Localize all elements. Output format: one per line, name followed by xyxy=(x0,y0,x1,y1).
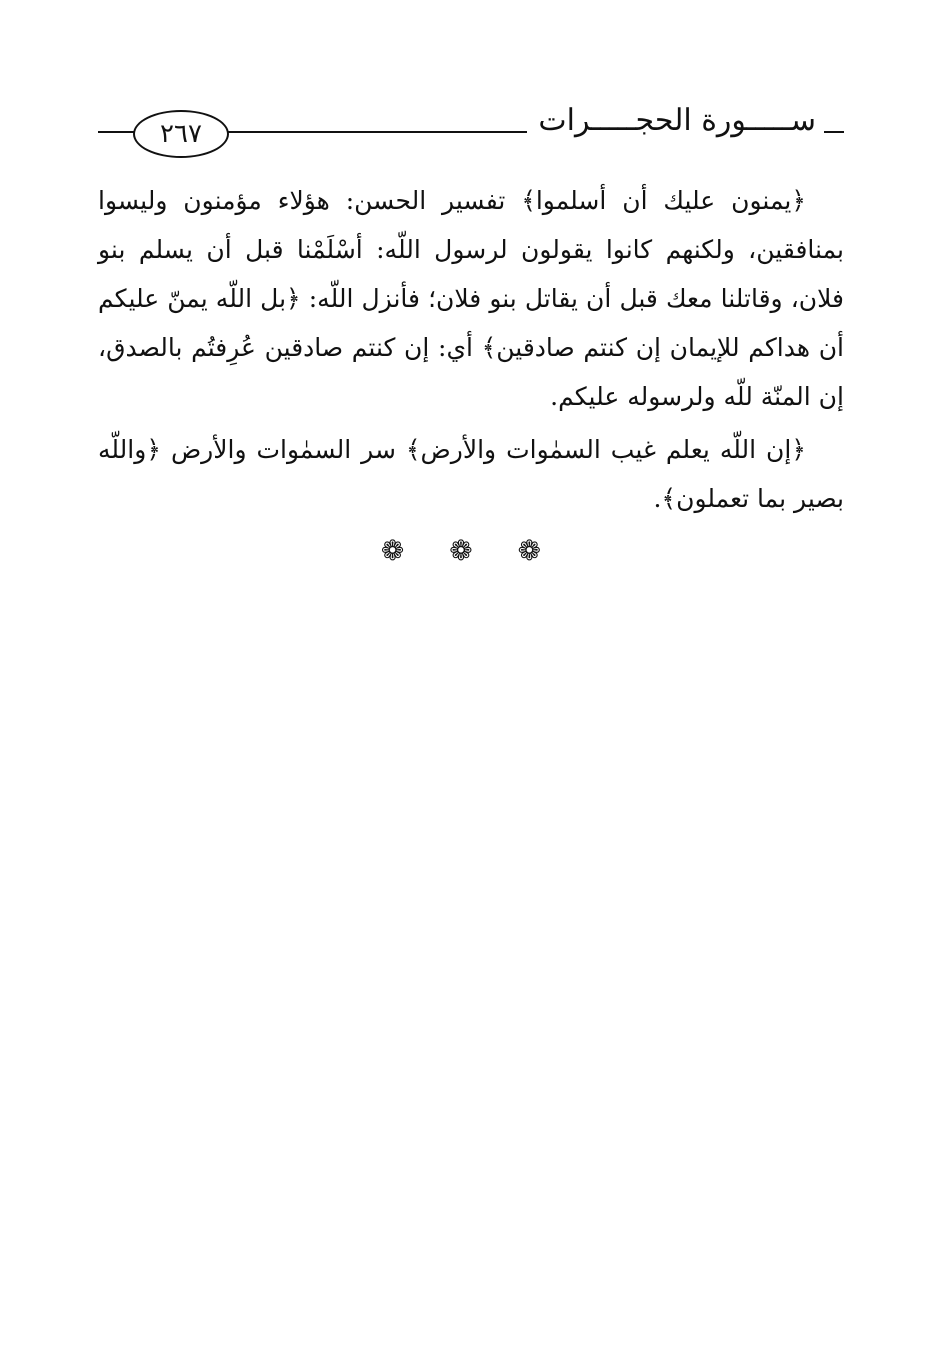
page-number: ٢٦٧ xyxy=(160,119,202,149)
page-header xyxy=(98,100,844,162)
header-rule-left xyxy=(98,131,134,133)
header-rule-right xyxy=(824,131,844,133)
paragraph-2: ﴿إن اللّه يعلم غيب السمٰوات والأرض﴾ سر السمٰوات والأرض ﴿واللّه بصير بما تعملون﴾. xyxy=(98,435,844,513)
paragraph-1: ﴿يمنون عليك أن أسلموا﴾ تفسير الحسن: هؤلاء مؤمنون وليسوا بمنافقين، ولكنهم كانوا يقولون لرسول اللّه: أسْلَمْنا قبل أن يسلم بنو فلان، وقاتلنا معك قبل أن يقاتل بنو فلان؛ فأنزل اللّه: ﴿بل اللّه يمنّ عليكم أن هداكم للإيمان إن كنتم صادقين﴾ أي: إن كنتم صادقين عُرِفتُم بالصدق، إن المنّة للّه ولرسوله عليكم. xyxy=(98,186,844,411)
section-separator: ❁ ❁ ❁ xyxy=(380,534,560,567)
header-rule-middle xyxy=(227,131,527,133)
page-number-oval xyxy=(133,110,229,158)
running-title: ســـــورة الحجـــــرات xyxy=(538,103,816,138)
page-body xyxy=(98,176,844,523)
